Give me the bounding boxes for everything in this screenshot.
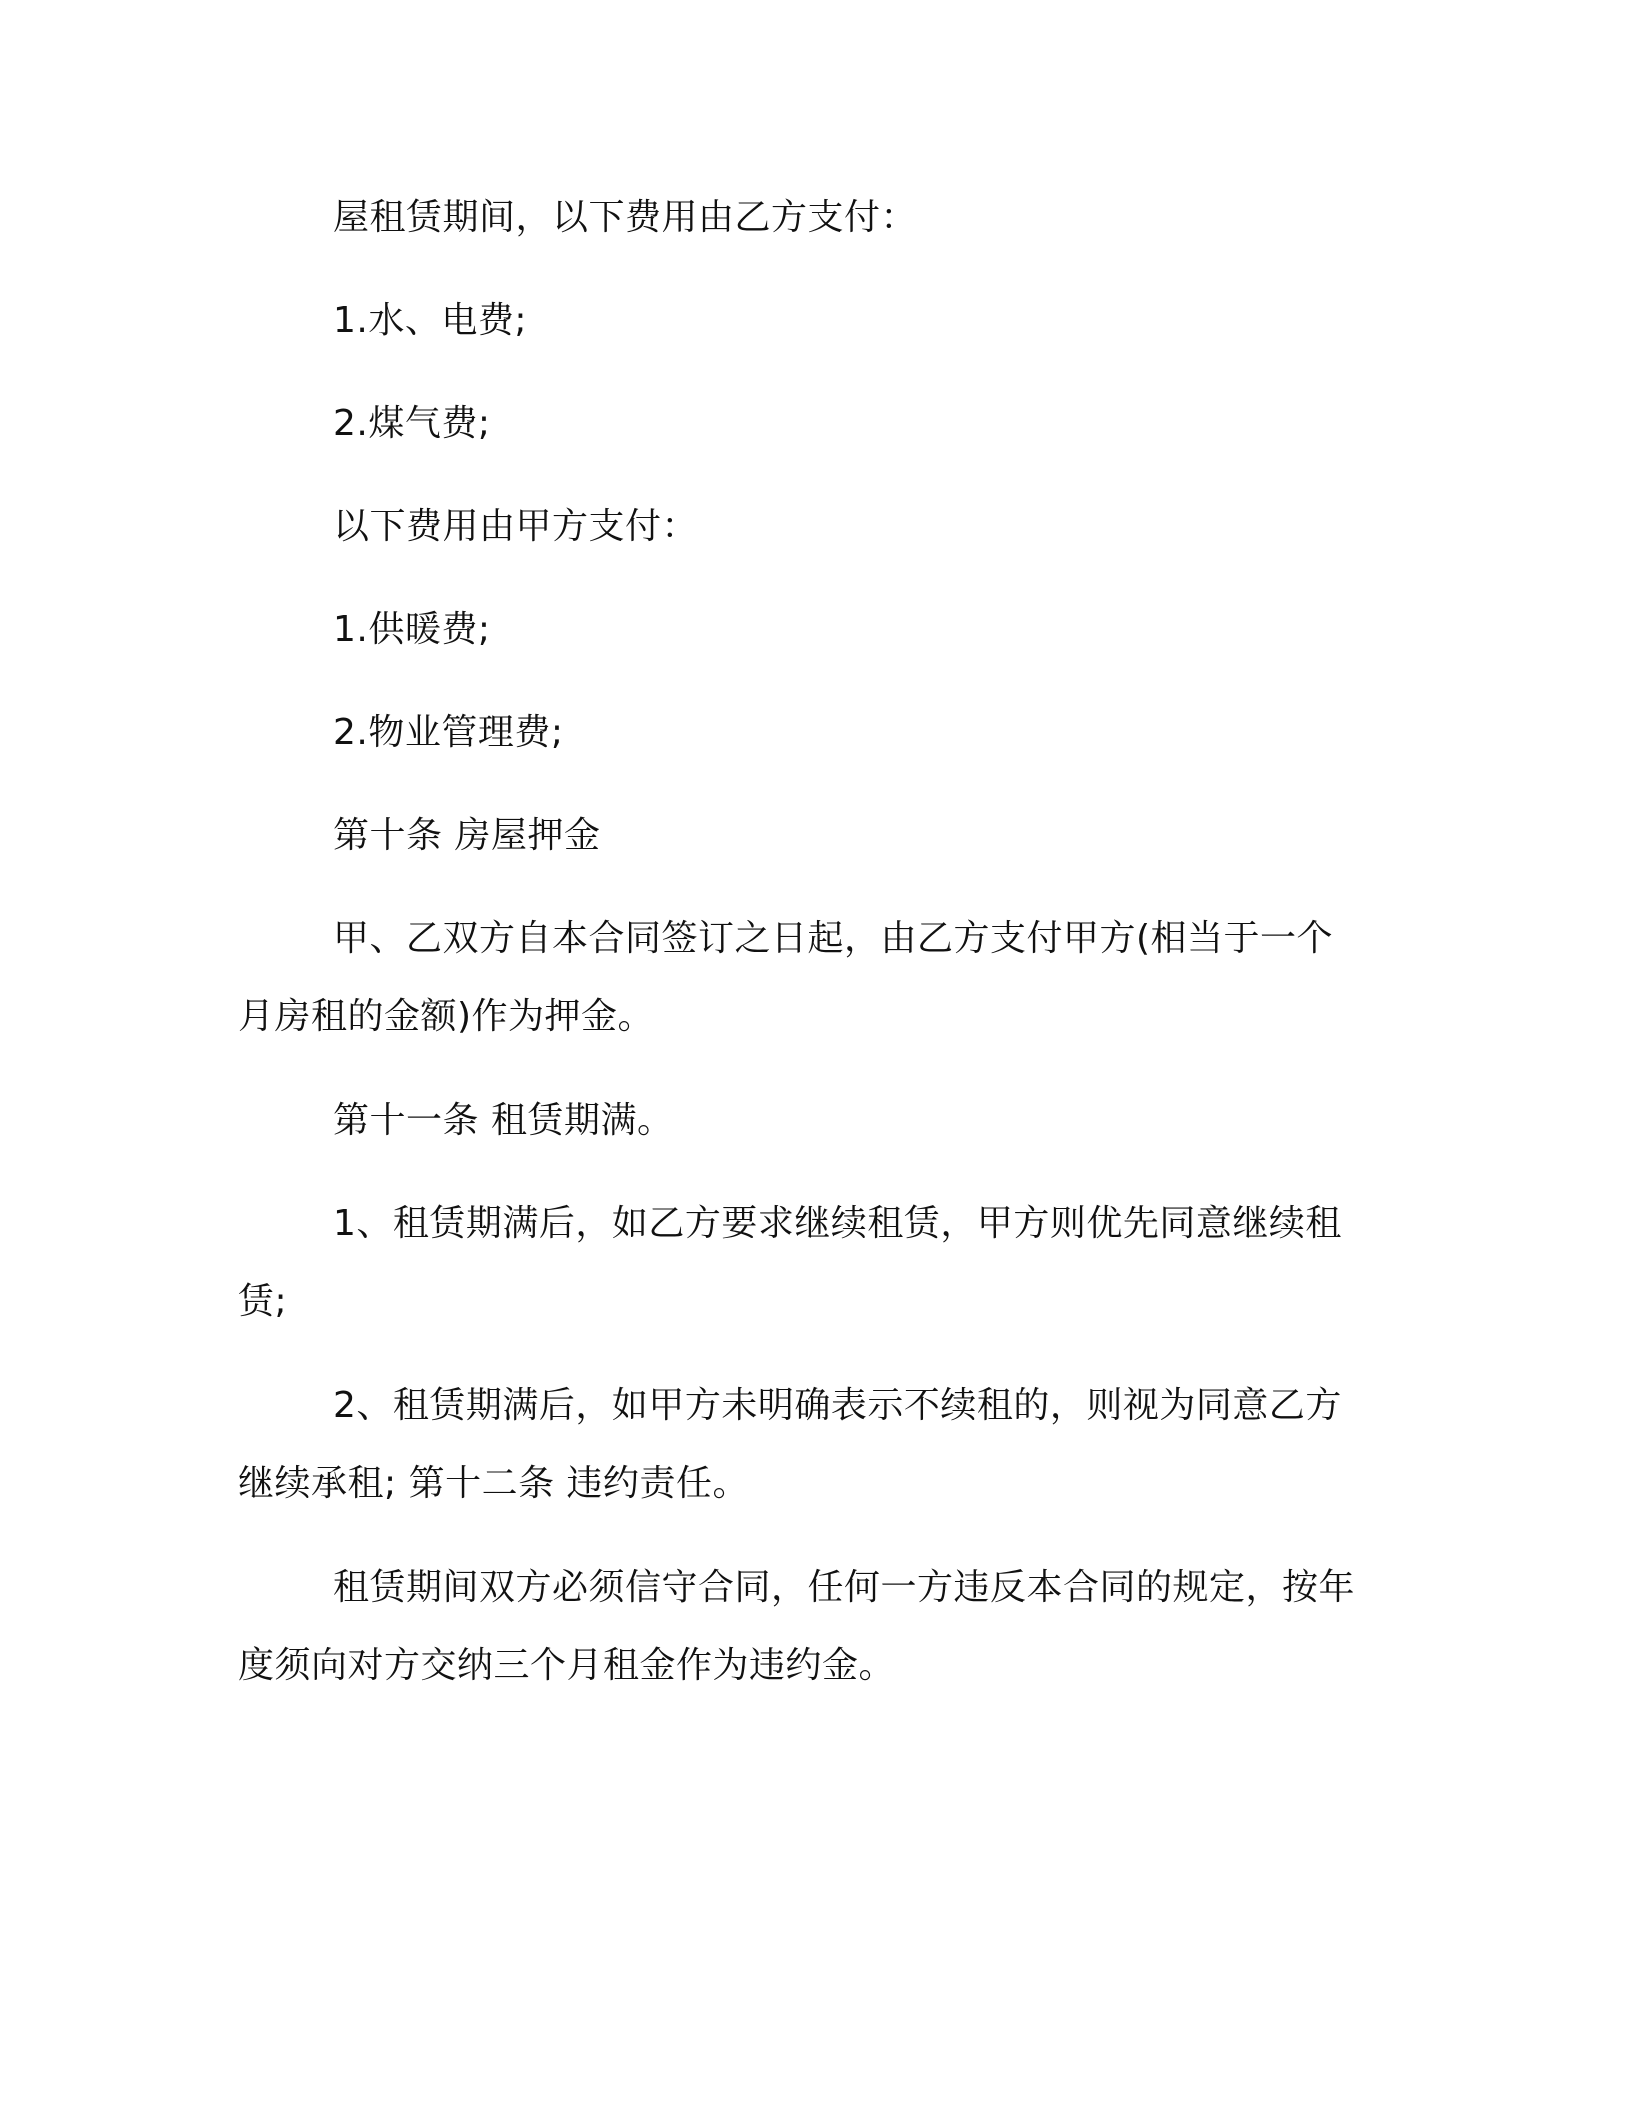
- text-line-renewal-2a: 2、租赁期满后，如甲方未明确表示不续租的，则视为同意乙方: [333, 1385, 1342, 1426]
- text-line-deposit-2: 月房租的金额)作为押金。: [238, 996, 655, 1037]
- text-line-heating-fee: 1.供暖费;: [333, 609, 491, 650]
- text-line-renewal-2b: 继续承租; 第十二条 违约责任。: [238, 1463, 750, 1504]
- article-10-heading: 第十条 房屋押金: [333, 815, 601, 856]
- text-line-deposit-1: 甲、乙双方自本合同签订之日起，由乙方支付甲方(相当于一个: [333, 918, 1334, 959]
- text-line-renewal-1b: 赁;: [238, 1281, 288, 1322]
- text-line-water-electricity: 1.水、电费;: [333, 300, 527, 341]
- text-line-gas-fee: 2.煤气费;: [333, 403, 491, 444]
- text-line-renewal-1a: 1、租赁期满后，如乙方要求继续租赁，甲方则优先同意继续租: [333, 1203, 1342, 1244]
- text-line-fees-landlord-intro: 以下费用由甲方支付：: [333, 506, 699, 547]
- text-line-breach-1: 租赁期间双方必须信守合同，任何一方违反本合同的规定，按年: [333, 1567, 1356, 1608]
- text-line-property-fee: 2.物业管理费;: [333, 712, 564, 753]
- text-line-fees-tenant-intro: 屋租赁期间，以下费用由乙方支付：: [333, 197, 918, 238]
- text-line-breach-2: 度须向对方交纳三个月租金作为违约金。: [238, 1645, 896, 1686]
- article-11-heading: 第十一条 租赁期满。: [333, 1100, 674, 1141]
